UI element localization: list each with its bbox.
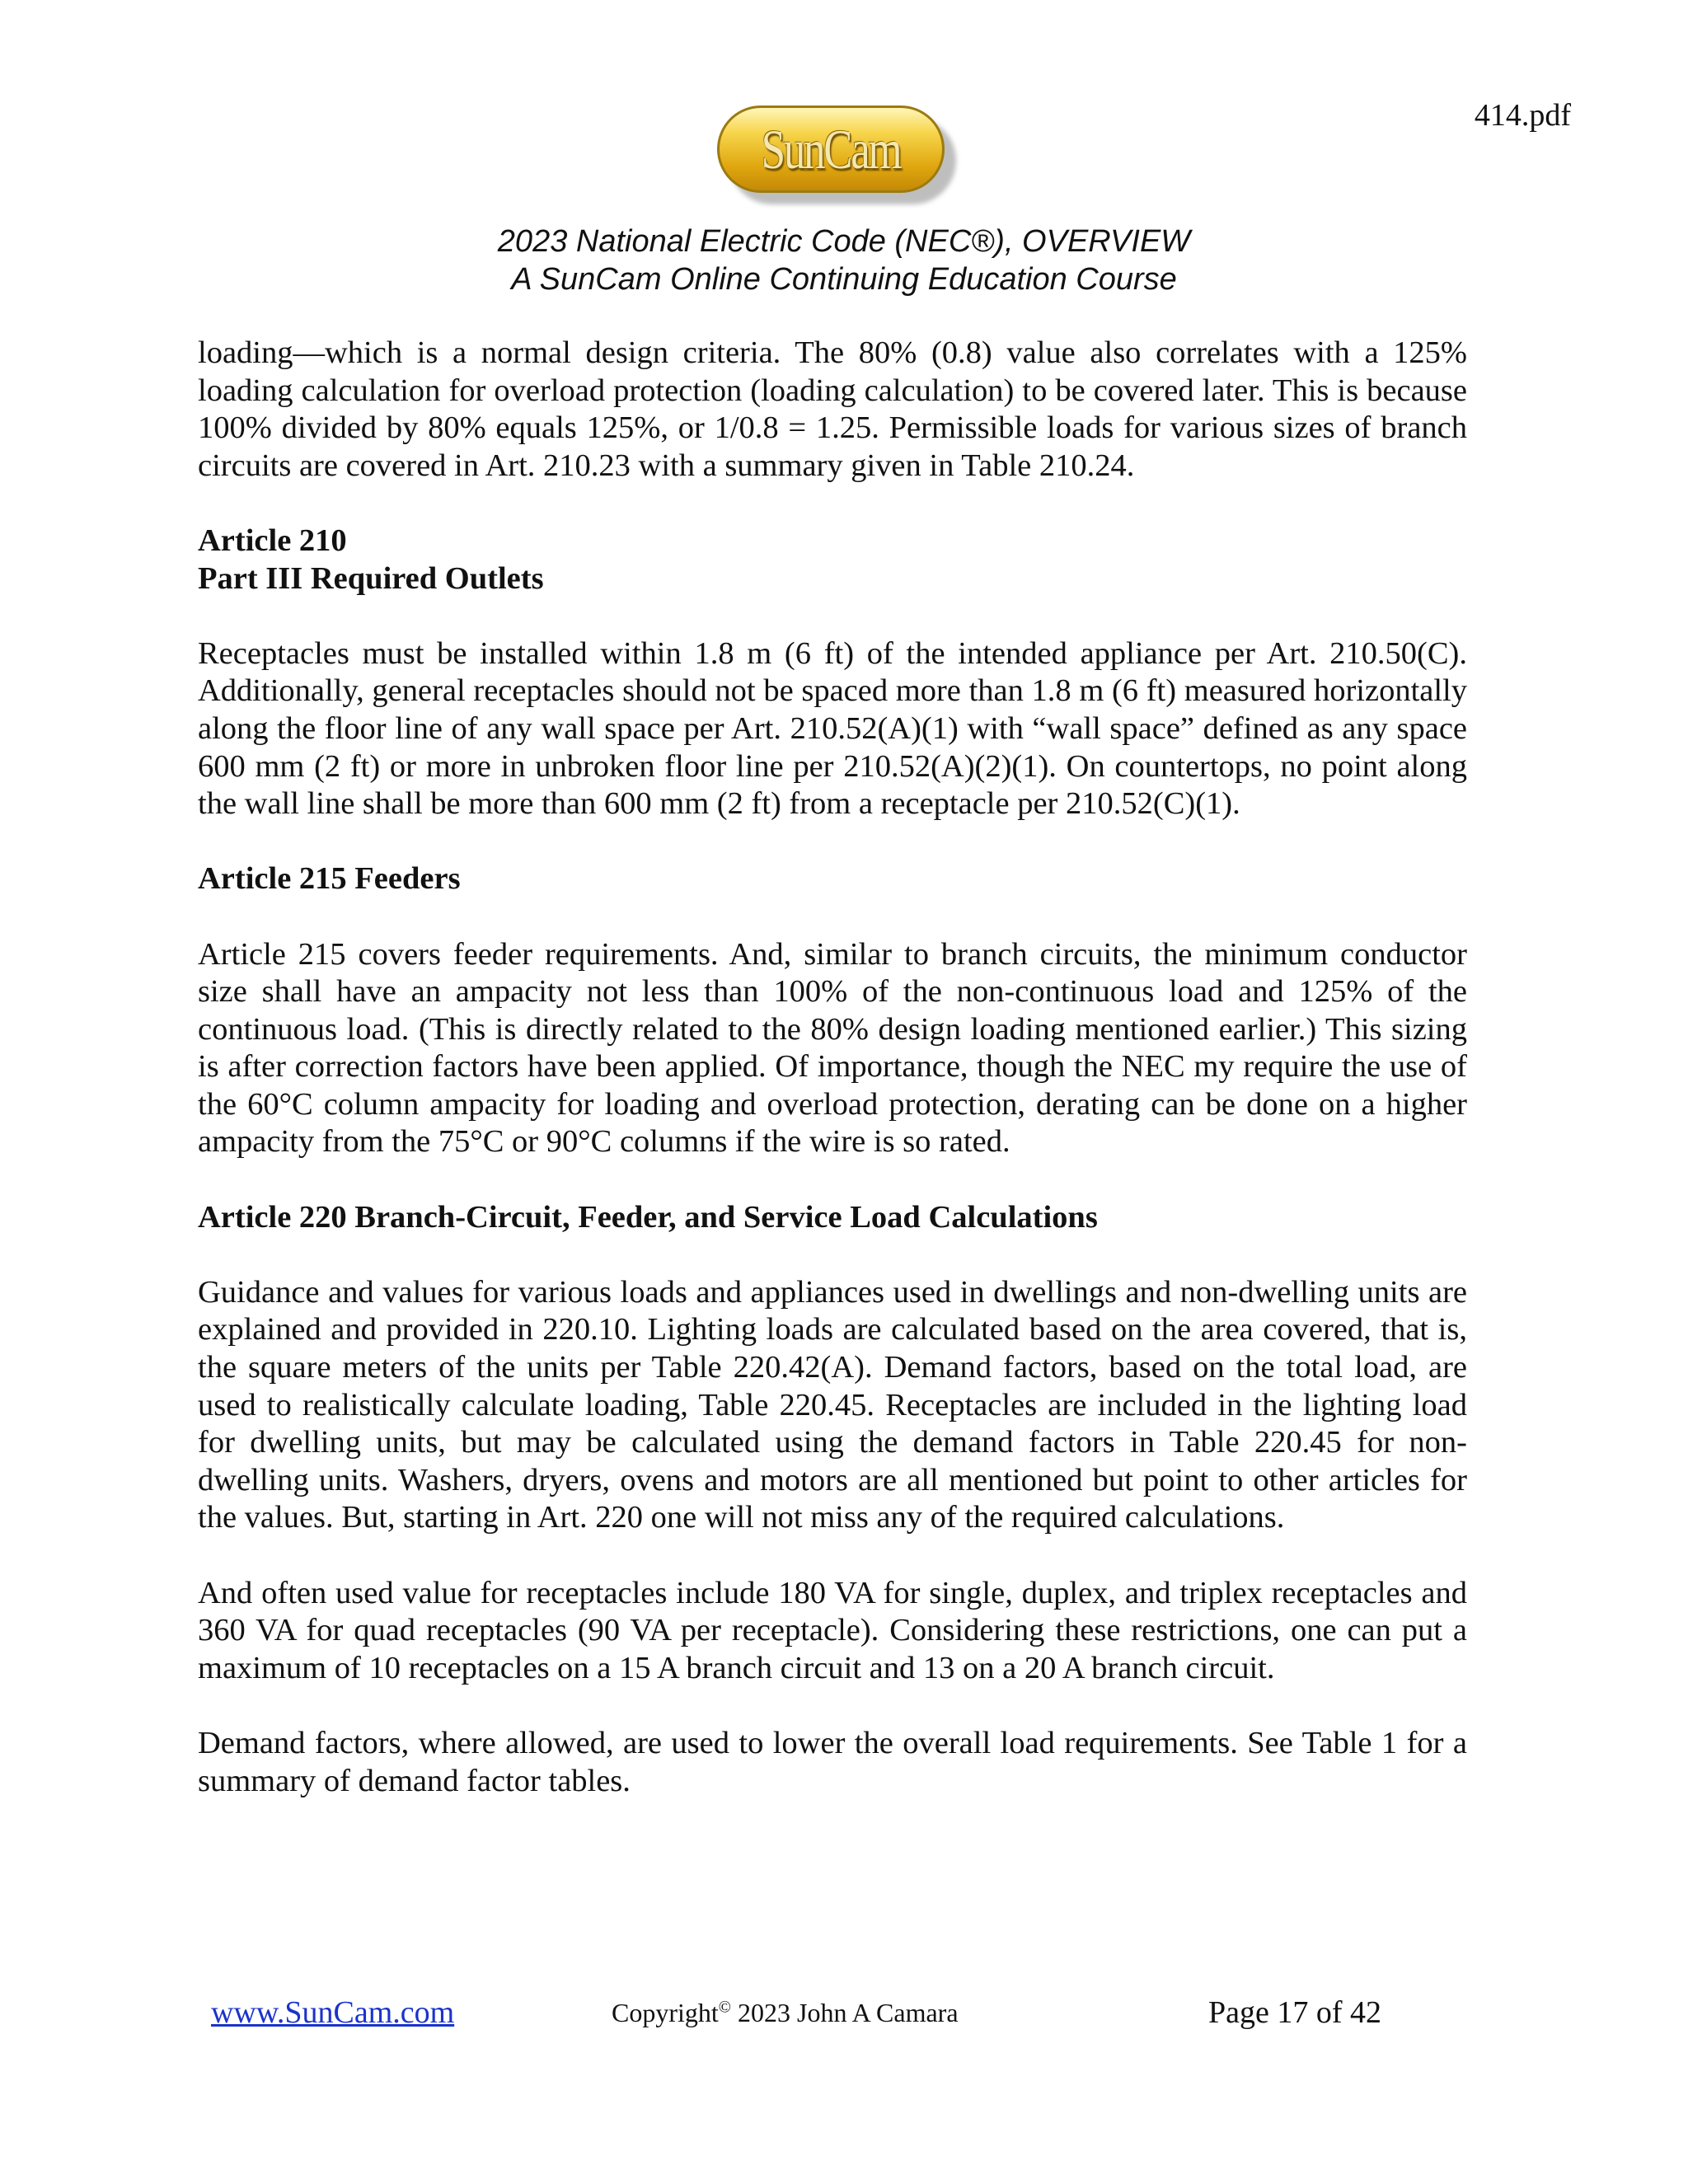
- heading-article-215: Article 215 Feeders: [198, 861, 461, 897]
- paragraph-intro: loading—which is a normal design criteria. The 80% (0.8) value also correlates with a 125% loading calculation for overload protection (loading calculation) to be covered later. This is because 100% divided by 80% equals 125%, or 1/0.8 = 1.25. Permissible loads for various sizes of branch circuits are covered in Art. 210.23 with a summary given in Table 210.24.: [198, 335, 1467, 483]
- course-title: 2023 National Electric Code (NEC®), OVERVIEW: [497, 224, 1191, 259]
- paragraph-guidance: Guidance and values for various loads and appliances used in dwellings and non-dwelling units are explained and provided in 220.10. Lighting loads are calculated based on the area covered, that is, the square meters of the units per Table 220.42(A). Demand factors, based on the total load, are used to realistically calculate loading, Table 220.45. Receptacles are included in the lighting load for dwelling units, but may be calculated using the demand factors in Table 220.45 for non-dwelling units. Washers, dryers, ovens and motors are all mentioned but point to other articles for the values. But, starting in Art. 220 one will not miss any of the required calculations.: [198, 1274, 1467, 1535]
- heading-article-220: Article 220 Branch-Circuit, Feeder, and Service Load Calculations: [198, 1199, 1098, 1235]
- suncam-logo: [717, 99, 956, 204]
- paragraph-demand: Demand factors, where allowed, are used to lower the overall load requirements. See Table 1 for a summary of demand factor tables.: [198, 1725, 1467, 1798]
- course-subtitle: A SunCam Online Continuing Education Course: [511, 262, 1177, 297]
- copyright-word: Copyright: [612, 1998, 719, 2027]
- page-number: Page 17 of 42: [1208, 1995, 1382, 2030]
- file-id: 414.pdf: [1474, 98, 1571, 133]
- paragraph-receptacles: Receptacles must be installed within 1.8 m (6 ft) of the intended appliance per Art. 210.50(C). Additionally, general receptacles should not be spaced more than 1.8 m (6 ft) measured horizontally along the floor line of any wall space per Art. 210.52(A)(1) with “wall space” defined as any space 600 mm (2 ft) or more in unbroken floor line per 210.52(A)(2)(1). On countertops, no point along the wall line shall be more than 600 mm (2 ft) from a receptacle per 210.52(C)(1).: [198, 635, 1467, 822]
- page-body: [198, 335, 1467, 1838]
- copyright-symbol: ©: [718, 1998, 731, 2017]
- heading-article-210: Article 210: [198, 523, 347, 558]
- section-heading-article-210: [198, 523, 1467, 598]
- logo-text: SunCam: [761, 117, 901, 180]
- paragraph-feeders: Article 215 covers feeder requirements. And, similar to branch circuits, the minimum conductor size shall have an ampacity not less than 100% of the non-continuous load and 125% of the continuous load. (This is directly related to the 80% design loading mentioned earlier.) This sizing is after correction factors have been applied. Of importance, though the NEC my require the use of the 60°C column ampacity for loading and overload protection, derating can be done on a higher ampacity from the 75°C or 90°C columns if the wire is so rated.: [198, 936, 1467, 1160]
- paragraph-values: And often used value for receptacles include 180 VA for single, duplex, and triplex receptacles and 360 VA for quad receptacles (90 VA per receptacle). Considering these restrictions, one can put a maximum of 10 receptacles on a 15 A branch circuit and 13 on a 20 A branch circuit.: [198, 1575, 1467, 1685]
- heading-part-iii: Part III Required Outlets: [198, 560, 544, 596]
- copyright-notice: [612, 1998, 959, 2028]
- copyright-holder: 2023 John A Camara: [730, 1998, 959, 2027]
- website-link[interactable]: www.SunCam.com: [211, 1995, 455, 2030]
